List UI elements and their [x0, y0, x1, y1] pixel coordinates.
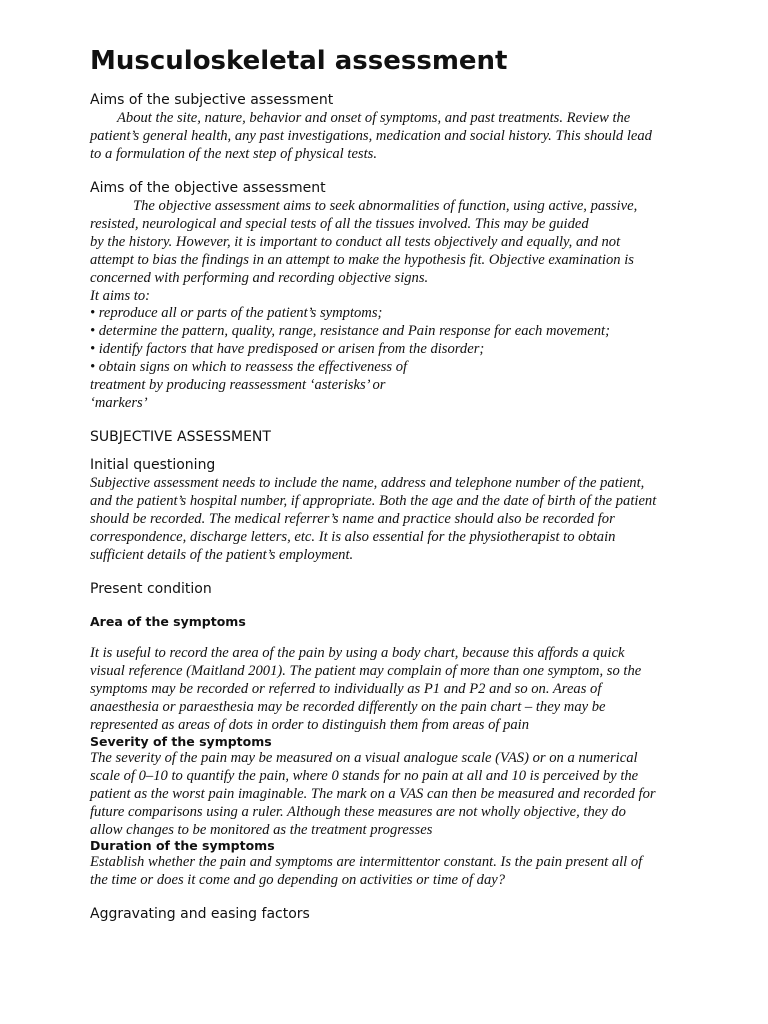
text-line: Subjective assessment needs to include the name, address and telephone number of the patient,	[90, 475, 645, 491]
text-line: The severity of the pain may be measured on a visual analogue scale (VAS) or on a numerical	[90, 750, 638, 766]
initial-questioning-heading: Initial questioning	[90, 457, 216, 473]
text-line: by the history. However, it is important to conduct all tests objectively and equally, and not	[90, 233, 621, 250]
text-line: and the patient’s hospital number, if appropriate. Both the age and the date of birth of the patient	[90, 492, 657, 509]
subjective-aims-paragraph	[90, 110, 690, 164]
text-line: sufficient details of the patient’s employment.	[90, 546, 354, 563]
text-line: represented as areas of dots in order to distinguish them from areas of pain	[90, 716, 530, 733]
text-line: attempt to bias the findings in an attempt to make the hypothesis fit. Objective examination is	[90, 251, 634, 268]
page-title: Musculoskeletal assessment	[90, 46, 508, 76]
text-line: Establish whether the pain and symptoms are intermittentor constant. Is the pain present all of	[90, 854, 643, 870]
subjective-assessment-heading: SUBJECTIVE ASSESSMENT	[90, 429, 271, 445]
text-line: to a formulation of the next step of physical tests.	[90, 145, 377, 162]
bullet-item: • obtain signs on which to reassess the effectiveness of	[90, 359, 408, 376]
text-line: The objective assessment aims to seek abnormalities of function, using active, passive,	[133, 198, 638, 214]
initial-questioning-paragraph	[90, 475, 690, 565]
area-of-symptoms-paragraph	[90, 645, 690, 735]
objective-aims-paragraph	[90, 198, 690, 413]
text-line: resisted, neurological and special tests of all the tissues involved. This may be guided	[90, 215, 589, 232]
duration-of-symptoms-heading: Duration of the symptoms	[90, 838, 275, 853]
bullet-item: • determine the pattern, quality, range, resistance and Pain response for each movement;	[90, 323, 610, 340]
text-line: visual reference (Maitland 2001). The patient may complain of more than one symptom, so the	[90, 662, 642, 679]
text-line: concerned with performing and recording objective signs.	[90, 269, 429, 286]
text-line: It aims to:	[90, 287, 150, 304]
text-line: correspondence, discharge letters, etc. It is also essential for the physiotherapist to obtain	[90, 528, 616, 545]
text-line: allow changes to be monitored as the treatment progresses	[90, 821, 433, 838]
aggravating-easing-heading: Aggravating and easing factors	[90, 906, 310, 922]
area-of-symptoms-heading: Area of the symptoms	[90, 614, 246, 629]
text-line: the time or does it come and go depending on activities or time of day?	[90, 871, 506, 888]
bullet-item: • reproduce all or parts of the patient’s symptoms;	[90, 305, 383, 322]
text-line: should be recorded. The medical referrer’s name and practice should also be recorded for	[90, 510, 615, 527]
text-line: scale of 0–10 to quantify the pain, where 0 stands for no pain at all and 10 is perceived by the	[90, 767, 639, 784]
severity-of-symptoms-heading: Severity of the symptoms	[90, 734, 272, 749]
text-line: patient’s general health, any past investigations, medication and social history. This should lead	[90, 127, 652, 144]
text-line: anaesthesia or paraesthesia may be recorded differently on the pain chart – they may be	[90, 698, 606, 715]
text-line: symptoms may be recorded or referred to individually as P1 and P2 and so on. Areas of	[90, 680, 602, 697]
present-condition-heading: Present condition	[90, 581, 212, 597]
duration-of-symptoms-paragraph	[90, 854, 690, 890]
subjective-aims-heading: Aims of the subjective assessment	[90, 92, 334, 108]
text-line: About the site, nature, behavior and onset of symptoms, and past treatments. Review the	[117, 110, 631, 126]
bullet-item: • identify factors that have predisposed or arisen from the disorder;	[90, 341, 485, 358]
text-line: It is useful to record the area of the pain by using a body chart, because this affords a quick	[90, 645, 625, 661]
text-line: treatment by producing reassessment ‘asterisks’ or	[90, 377, 386, 394]
text-line: patient as the worst pain imaginable. The mark on a VAS can then be measured and recorded for	[90, 785, 656, 802]
severity-of-symptoms-paragraph	[90, 750, 690, 840]
text-line: ‘markers’	[90, 394, 148, 411]
text-line: future comparisons using a ruler. Although these measures are not wholly objective, they do	[90, 803, 626, 820]
objective-aims-heading: Aims of the objective assessment	[90, 180, 326, 196]
